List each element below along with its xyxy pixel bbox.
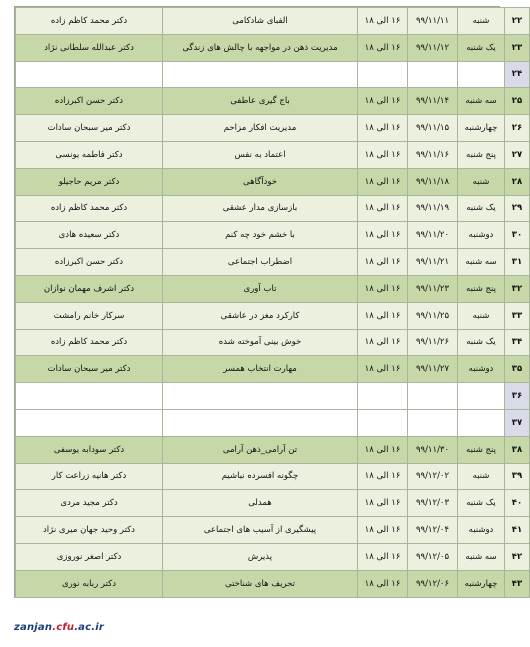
row-number: ۳۷ bbox=[505, 409, 530, 436]
day-cell: سه شنبه bbox=[458, 88, 505, 115]
day-cell: دوشنبه bbox=[458, 356, 505, 383]
time-cell: ۱۶ الی ۱۸ bbox=[358, 141, 408, 168]
time-cell: ۱۶ الی ۱۸ bbox=[358, 34, 408, 61]
time-cell: ۱۶ الی ۱۸ bbox=[358, 329, 408, 356]
time-cell: ۱۶ الی ۱۸ bbox=[358, 275, 408, 302]
day-cell bbox=[458, 61, 505, 88]
day-cell: سه شنبه bbox=[458, 543, 505, 570]
time-cell bbox=[358, 409, 408, 436]
day-cell: شنبه bbox=[458, 168, 505, 195]
row-number: ۳۰ bbox=[505, 222, 530, 249]
topic-cell: اعتماد به نفس bbox=[163, 141, 358, 168]
table-row bbox=[16, 436, 530, 463]
table-row bbox=[16, 34, 530, 61]
day-cell: پنج شنبه bbox=[458, 141, 505, 168]
day-cell: یک شنبه bbox=[458, 195, 505, 222]
row-number: ۳۶ bbox=[505, 383, 530, 410]
day-cell: یک شنبه bbox=[458, 34, 505, 61]
table-row bbox=[16, 490, 530, 517]
date-cell: ۹۹/۱۲/۰۴ bbox=[408, 517, 458, 544]
teacher-cell: دکتر ربابه نوری bbox=[16, 570, 163, 597]
topic-cell: کارکرد مغز در عاشقی bbox=[163, 302, 358, 329]
date-cell bbox=[408, 383, 458, 410]
topic-cell: خوش بینی آموخته شده bbox=[163, 329, 358, 356]
time-cell bbox=[358, 383, 408, 410]
day-cell bbox=[458, 409, 505, 436]
day-cell: دوشنبه bbox=[458, 222, 505, 249]
row-number: ۳۳ bbox=[505, 302, 530, 329]
table-row bbox=[16, 8, 530, 35]
date-cell: ۹۹/۱۱/۱۸ bbox=[408, 168, 458, 195]
schedule-sheet bbox=[14, 6, 523, 598]
date-cell bbox=[408, 409, 458, 436]
teacher-cell: دکتر میر سبحان سادات bbox=[16, 115, 163, 142]
topic-cell: پیشگیری از آسیب های اجتماعی bbox=[163, 517, 358, 544]
date-cell: ۹۹/۱۱/۲۷ bbox=[408, 356, 458, 383]
day-cell: پنج شنبه bbox=[458, 436, 505, 463]
teacher-cell: دکتر محمد کاظم زاده bbox=[16, 195, 163, 222]
teacher-cell: دکتر میر سبحان سادات bbox=[16, 356, 163, 383]
day-cell: پنج شنبه bbox=[458, 275, 505, 302]
row-number: ۴۳ bbox=[505, 570, 530, 597]
site-url-footer[interactable] bbox=[14, 622, 104, 633]
table-row bbox=[16, 570, 530, 597]
date-cell: ۹۹/۱۱/۲۳ bbox=[408, 275, 458, 302]
teacher-cell: دکتر عبدالله سلطانی نژاد bbox=[16, 34, 163, 61]
row-number: ۳۱ bbox=[505, 249, 530, 276]
topic-cell: تحریف های شناختی bbox=[163, 570, 358, 597]
row-number: ۲۳ bbox=[505, 34, 530, 61]
table-row bbox=[16, 249, 530, 276]
table-row bbox=[16, 61, 530, 88]
teacher-cell: دکتر اشرف مهمان نوازان bbox=[16, 275, 163, 302]
date-cell: ۹۹/۱۲/۰۶ bbox=[408, 570, 458, 597]
time-cell: ۱۶ الی ۱۸ bbox=[358, 490, 408, 517]
topic-cell: مهارت انتخاب همسر bbox=[163, 356, 358, 383]
topic-cell bbox=[163, 383, 358, 410]
topic-cell: مدیریت افکار مزاحم bbox=[163, 115, 358, 142]
table-row bbox=[16, 543, 530, 570]
time-cell: ۱۶ الی ۱۸ bbox=[358, 570, 408, 597]
row-number: ۳۴ bbox=[505, 329, 530, 356]
row-number: ۴۲ bbox=[505, 543, 530, 570]
time-cell: ۱۶ الی ۱۸ bbox=[358, 517, 408, 544]
topic-cell: همدلی bbox=[163, 490, 358, 517]
topic-cell: خودآگاهی bbox=[163, 168, 358, 195]
day-cell: چهارشنبه bbox=[458, 115, 505, 142]
row-number: ۳۸ bbox=[505, 436, 530, 463]
date-cell: ۹۹/۱۱/۱۴ bbox=[408, 88, 458, 115]
date-cell: ۹۹/۱۱/۱۱ bbox=[408, 8, 458, 35]
row-number: ۳۲ bbox=[505, 275, 530, 302]
row-number: ۳۹ bbox=[505, 463, 530, 490]
row-number: ۲۹ bbox=[505, 195, 530, 222]
day-cell: شنبه bbox=[458, 8, 505, 35]
date-cell: ۹۹/۱۱/۲۱ bbox=[408, 249, 458, 276]
teacher-cell: دکتر محمد کاظم زاده bbox=[16, 329, 163, 356]
date-cell: ۹۹/۱۱/۲۰ bbox=[408, 222, 458, 249]
table-row bbox=[16, 302, 530, 329]
teacher-cell: دکتر فاطمه یونسی bbox=[16, 141, 163, 168]
time-cell: ۱۶ الی ۱۸ bbox=[358, 463, 408, 490]
topic-cell: اضطراب اجتماعی bbox=[163, 249, 358, 276]
schedule-table-body bbox=[16, 8, 530, 598]
row-number: ۲۶ bbox=[505, 115, 530, 142]
teacher-cell: سرکار خانم رامشت bbox=[16, 302, 163, 329]
date-cell: ۹۹/۱۲/۰۳ bbox=[408, 490, 458, 517]
row-number: ۴۱ bbox=[505, 517, 530, 544]
table-row bbox=[16, 409, 530, 436]
teacher-cell bbox=[16, 383, 163, 410]
time-cell bbox=[358, 61, 408, 88]
day-cell: شنبه bbox=[458, 463, 505, 490]
topic-cell: با خشم خود چه کنم bbox=[163, 222, 358, 249]
site-url-part-1: zanjan bbox=[14, 622, 53, 633]
teacher-cell: دکتر حسن اکبرزاده bbox=[16, 249, 163, 276]
time-cell: ۱۶ الی ۱۸ bbox=[358, 436, 408, 463]
teacher-cell: دکتر اصغر نوروزی bbox=[16, 543, 163, 570]
schedule-table bbox=[15, 7, 530, 598]
teacher-cell: دکتر سعیده هادی bbox=[16, 222, 163, 249]
row-number: ۲۷ bbox=[505, 141, 530, 168]
teacher-cell: دکتر مریم حاجیلو bbox=[16, 168, 163, 195]
date-cell: ۹۹/۱۱/۳۰ bbox=[408, 436, 458, 463]
table-row bbox=[16, 356, 530, 383]
teacher-cell: دکتر سودابه یوسفی bbox=[16, 436, 163, 463]
day-cell: سه شنبه bbox=[458, 249, 505, 276]
table-row bbox=[16, 88, 530, 115]
topic-cell: تاب آوری bbox=[163, 275, 358, 302]
table-row bbox=[16, 195, 530, 222]
time-cell: ۱۶ الی ۱۸ bbox=[358, 195, 408, 222]
teacher-cell bbox=[16, 61, 163, 88]
site-url-part-2: cfu bbox=[56, 622, 75, 633]
table-row bbox=[16, 383, 530, 410]
time-cell: ۱۶ الی ۱۸ bbox=[358, 249, 408, 276]
date-cell: ۹۹/۱۱/۱۲ bbox=[408, 34, 458, 61]
row-number: ۲۴ bbox=[505, 61, 530, 88]
topic-cell: بازسازی مدار عشقی bbox=[163, 195, 358, 222]
day-cell: یک شنبه bbox=[458, 329, 505, 356]
date-cell: ۹۹/۱۲/۰۲ bbox=[408, 463, 458, 490]
time-cell: ۱۶ الی ۱۸ bbox=[358, 543, 408, 570]
table-row bbox=[16, 168, 530, 195]
topic-cell: پذیرش bbox=[163, 543, 358, 570]
teacher-cell: دکتر محمد کاظم زاده bbox=[16, 8, 163, 35]
topic-cell: مدیریت ذهن در مواجهه با چالش های زندگی bbox=[163, 34, 358, 61]
time-cell: ۱۶ الی ۱۸ bbox=[358, 88, 408, 115]
time-cell: ۱۶ الی ۱۸ bbox=[358, 168, 408, 195]
teacher-cell: دکتر مجید مردی bbox=[16, 490, 163, 517]
table-row bbox=[16, 517, 530, 544]
table-row bbox=[16, 275, 530, 302]
time-cell: ۱۶ الی ۱۸ bbox=[358, 302, 408, 329]
day-cell: شنبه bbox=[458, 302, 505, 329]
table-row bbox=[16, 115, 530, 142]
table-row bbox=[16, 463, 530, 490]
time-cell: ۱۶ الی ۱۸ bbox=[358, 8, 408, 35]
site-url-dot: . bbox=[52, 622, 57, 633]
day-cell bbox=[458, 383, 505, 410]
table-row bbox=[16, 329, 530, 356]
date-cell: ۹۹/۱۱/۲۵ bbox=[408, 302, 458, 329]
teacher-cell: دکتر حسن اکبرزاده bbox=[16, 88, 163, 115]
topic-cell bbox=[163, 409, 358, 436]
time-cell: ۱۶ الی ۱۸ bbox=[358, 356, 408, 383]
site-url-part-3: .ac.ir bbox=[74, 622, 105, 633]
date-cell: ۹۹/۱۱/۱۹ bbox=[408, 195, 458, 222]
topic-cell: چگونه افسرده نباشیم bbox=[163, 463, 358, 490]
time-cell: ۱۶ الی ۱۸ bbox=[358, 222, 408, 249]
date-cell: ۹۹/۱۱/۱۶ bbox=[408, 141, 458, 168]
teacher-cell: دکتر هانیه زراعت کار bbox=[16, 463, 163, 490]
day-cell: چهارشنبه bbox=[458, 570, 505, 597]
date-cell: ۹۹/۱۱/۲۶ bbox=[408, 329, 458, 356]
day-cell: یک شنبه bbox=[458, 490, 505, 517]
time-cell: ۱۶ الی ۱۸ bbox=[358, 115, 408, 142]
topic-cell: باج گیری عاطفی bbox=[163, 88, 358, 115]
row-number: ۲۸ bbox=[505, 168, 530, 195]
date-cell: ۹۹/۱۲/۰۵ bbox=[408, 543, 458, 570]
day-cell: دوشنبه bbox=[458, 517, 505, 544]
table-row bbox=[16, 141, 530, 168]
row-number: ۲۵ bbox=[505, 88, 530, 115]
row-number: ۲۲ bbox=[505, 8, 530, 35]
topic-cell: الفبای شادکامی bbox=[163, 8, 358, 35]
row-number: ۴۰ bbox=[505, 490, 530, 517]
date-cell: ۹۹/۱۱/۱۵ bbox=[408, 115, 458, 142]
topic-cell bbox=[163, 61, 358, 88]
topic-cell: تن آرامی_ذهن آرامی bbox=[163, 436, 358, 463]
row-number: ۳۵ bbox=[505, 356, 530, 383]
teacher-cell bbox=[16, 409, 163, 436]
date-cell bbox=[408, 61, 458, 88]
table-row bbox=[16, 222, 530, 249]
teacher-cell: دکتر وحید جهان میری نژاد bbox=[16, 517, 163, 544]
